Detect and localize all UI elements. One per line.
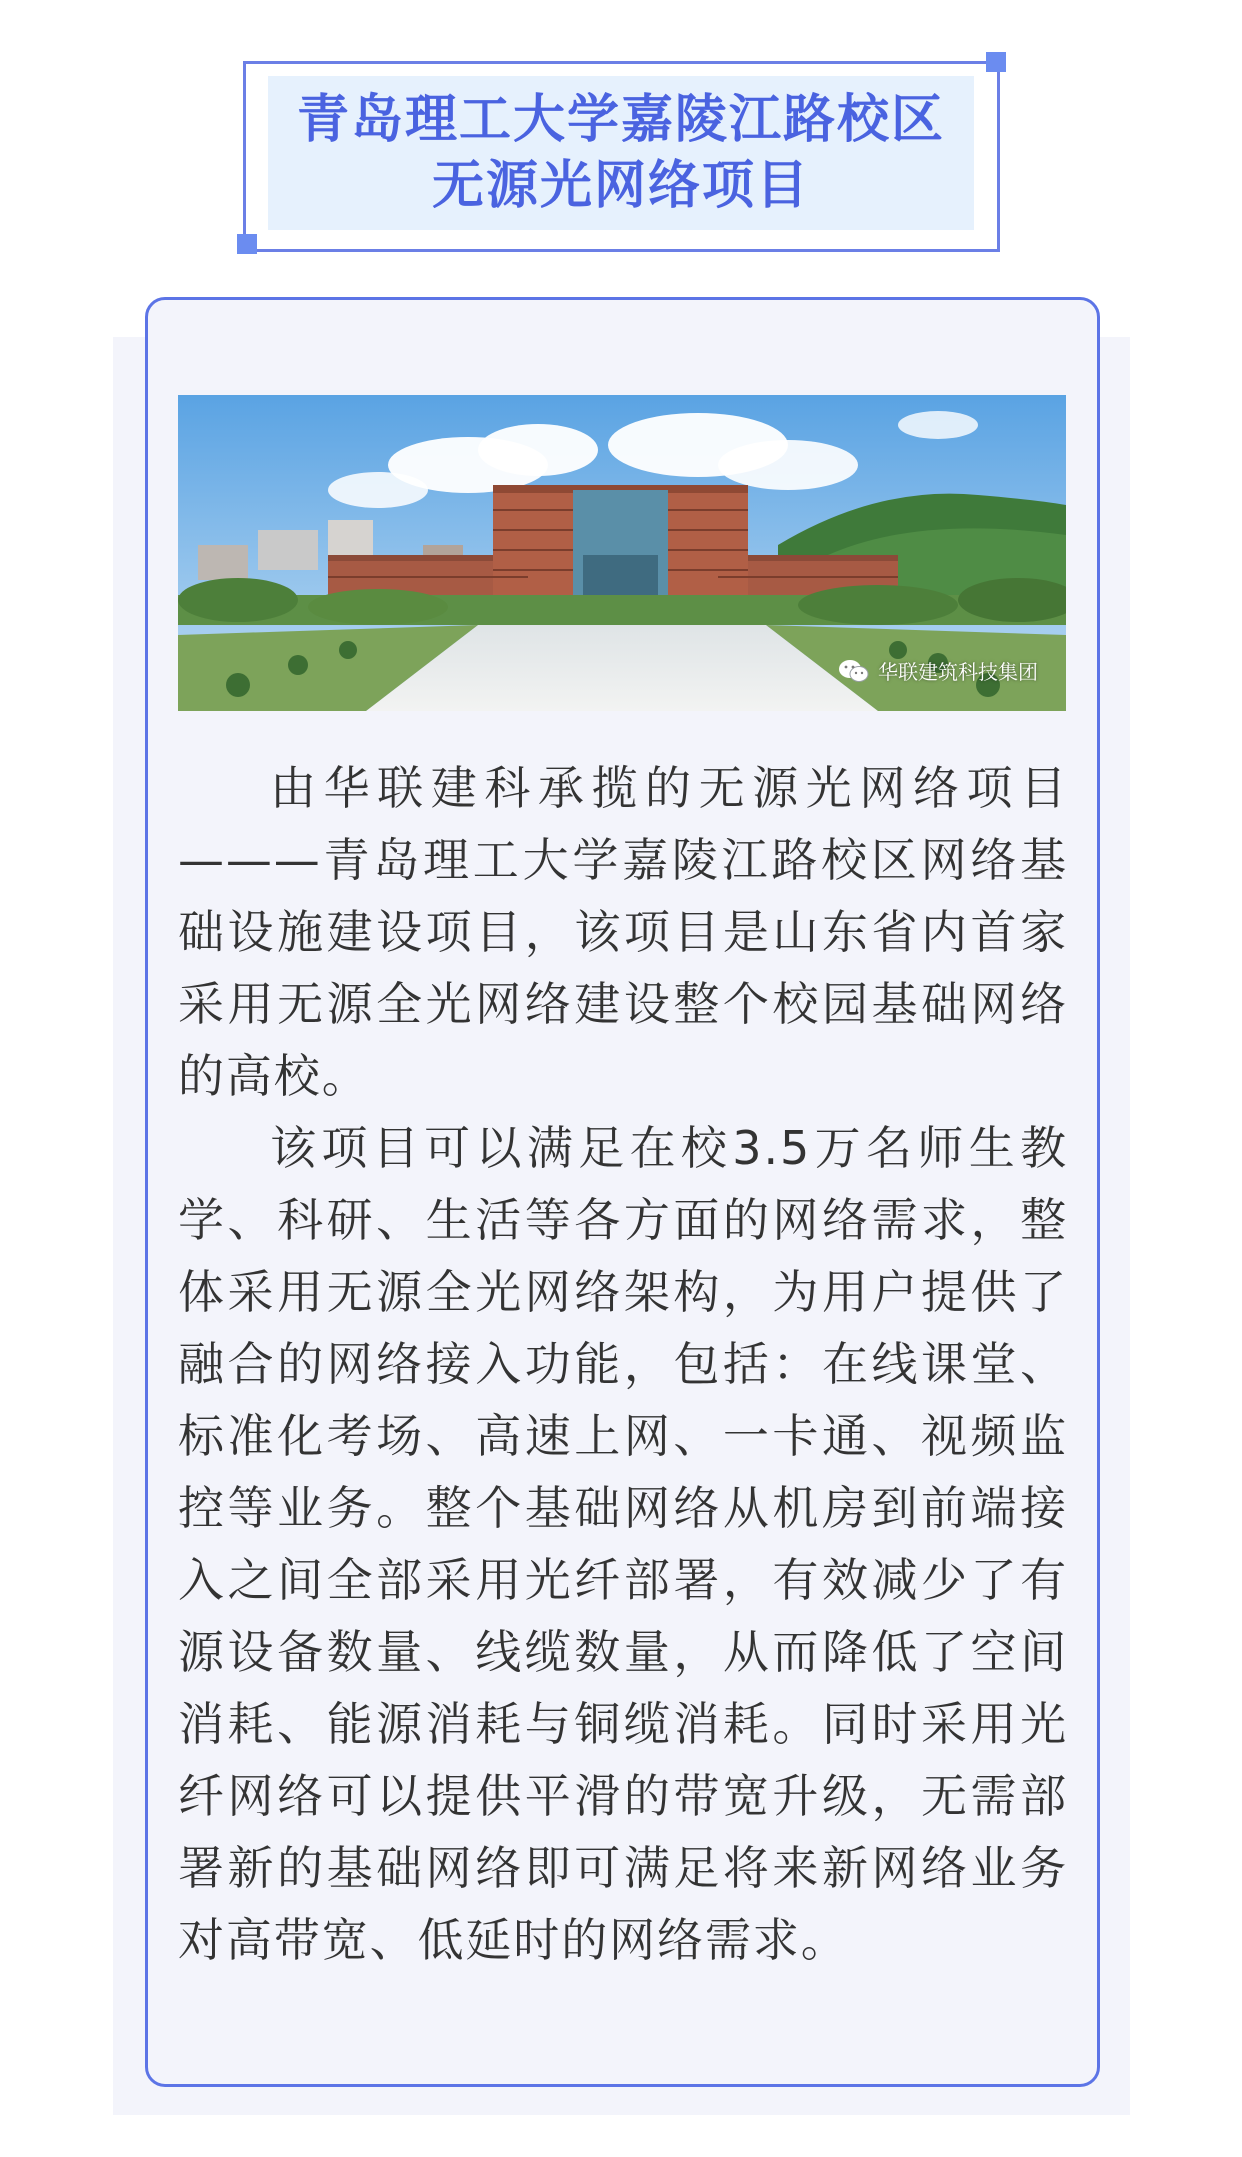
page-title-line-1: 青岛理工大学嘉陵江路校区 xyxy=(296,90,945,150)
page-title-line-2: 无源光网络项目 xyxy=(431,156,810,216)
wechat-icon xyxy=(838,658,870,684)
photo-watermark xyxy=(838,656,1038,685)
article-paragraph-2: 该项目可以满足在校3.5万名师生教学、科研、生活等各方面的网络需求，整体采用无源全光网络架构，为用户提供了融合的网络接入功能，包括：在线课堂、标准化考场、高速上网、一卡通、视频监控等业务。整个基础网络从机房到前端接入之间全部采用光纤部署，有效减少了有源设备数量、线缆数量，从而降低了空间消耗、能源消耗与铜缆消耗。同时采用光纤网络可以提供平滑的带宽升级，无需部署新的基础网络即可满足将来新网络业务对高带宽、低延时的网络需求。 xyxy=(178,1121,1068,1967)
corner-square-top-right xyxy=(986,52,1006,72)
watermark-text: 华联建筑科技集团 xyxy=(878,660,1038,684)
corner-square-bottom-left xyxy=(237,234,257,254)
campus-photo xyxy=(178,395,1066,711)
article-paragraph-1: 由华联建科承揽的无源光网络项目———青岛理工大学嘉陵江路校区网络基础设施建设项目，该项目是山东省内首家采用无源全光网络建设整个校园基础网络的高校。 xyxy=(178,761,1068,1103)
page-title xyxy=(268,76,974,230)
article-body xyxy=(178,752,1068,1976)
